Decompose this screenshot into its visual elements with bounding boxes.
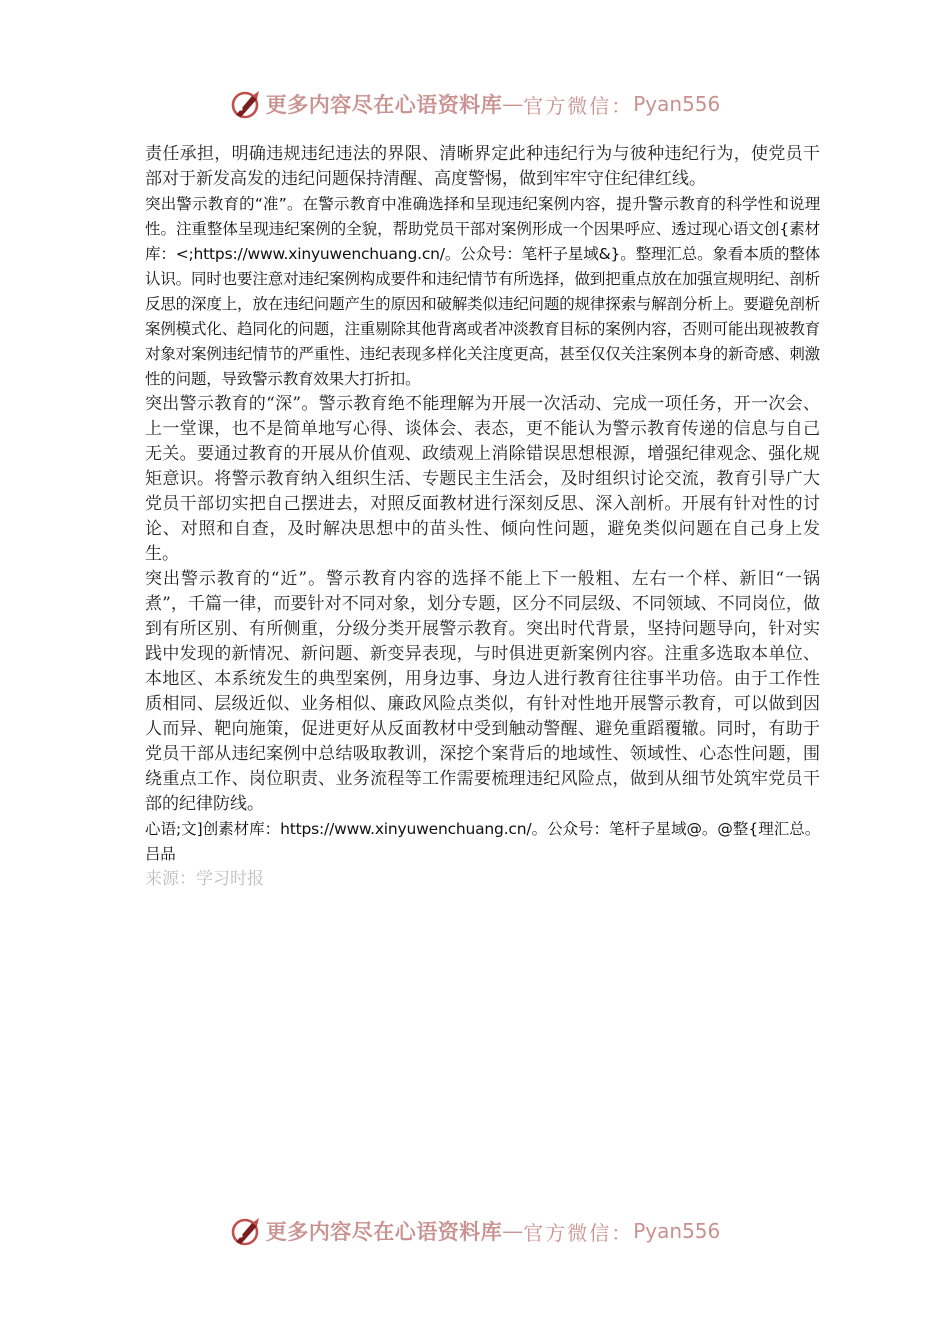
paragraph-5: 心语;文]创素材库：https://www.xinyuwenchuang.cn/。公众号：笔杆子星域@。@整{理汇总。吕品: [145, 820, 820, 863]
paragraph-2: 突出警示教育的“准”。在警示教育中准确选择和呈现违纪案例内容，提升警示教育的科学性和说理性。注重整体呈现违纪案例的全貌，帮助党员干部对案例形成一个因果呼应、透过现心语文创{素材库：<;https://www.xinyuwenchuang.cn/。公众号：笔杆子星域&}。整理汇总。象看本质的整体认识。同时也要注意对违纪案例构成要件和违纪情节有所选择，做到把重点放在加强宣规明纪、剖析反思的深度上，放在违纪问题产生的原因和破解类似违纪问题的规律探索与解剖分析上。要避免剖析案例模式化、趋同化的问题，注重剔除其他背离或者冲淡教育目标的案例内容，否则可能出现被教育对象对案例违纪情节的严重性、违纪表现多样化关注度更高，甚至仅仅关注案例本身的新奇感、刺激性的问题，导致警示教育效果大打折扣。: [145, 195, 820, 388]
banner-official-label: 官方微信：: [523, 93, 634, 118]
footer-banner: [0, 1211, 950, 1251]
banner-separator: —: [502, 92, 524, 116]
banner-title: 更多内容尽在心语资料库: [265, 1219, 503, 1244]
paragraph-1: 责任承担，明确违规违纪违法的界限、清晰界定此种违纪行为与彼种违纪行为，使党员干部对于新发高发的违纪问题保持清醒、高度警惕，做到牢牢守住纪律红线。: [145, 144, 820, 189]
paragraph-3: 突出警示教育的“深”。警示教育绝不能理解为开展一次活动、完成一项任务，开一次会、上一堂课，也不是简单地写心得、谈体会、表态，更不能认为警示教育传递的信息与自己无关。要通过教育的开展从价值观、政绩观上消除错误思想根源，增强纪律观念、强化规矩意识。将警示教育纳入组织生活、专题民主生活会，及时组织讨论交流，教育引导广大党员干部切实把自己摆进去，对照反面教材进行深刻反思、深入剖析。开展有针对性的讨论、对照和自查，及时解决思想中的苗头性、倾向性问题，避免类似问题在自己身上发生。: [145, 394, 820, 564]
pen-logo-icon: [230, 1215, 262, 1247]
header-banner: [0, 84, 950, 124]
banner-separator: —: [502, 1219, 524, 1243]
source-line: 来源：学习时报: [145, 869, 264, 889]
paragraph-4: 突出警示教育的“近”。警示教育内容的选择不能上下一般粗、左右一个样、新旧“一锅煮”，千篇一律，而要针对不同对象，划分专题，区分不同层级、不同领域、不同岗位，做到有所区别、有所侧重，分级分类开展警示教育。突出时代背景，坚持问题导向，针对实践中发现的新情况、新问题、新变异表现，与时俱进更新案例内容。注重多选取本单位、本地区、本系统发生的典型案例，用身边事、身边人进行教育往往事半功倍。由于工作性质相同、层级近似、业务相似、廉政风险点类似，有针对性地开展警示教育，可以做到因人而异、靶向施策，促进更好从反面教材中受到触动警醒、避免重蹈覆辙。同时，有助于党员干部从违纪案例中总结吸取教训，深挖个案背后的地域性、领域性、心态性问题，围绕重点工作、岗位职责、业务流程等工作需要梳理违纪风险点，做到从细节处筑牢党员干部的纪律防线。: [145, 569, 820, 814]
document-body: [145, 142, 820, 892]
banner-wechat-id: Pyan556: [633, 1219, 721, 1243]
banner-official-label: 官方微信：: [523, 1220, 634, 1245]
banner-title: 更多内容尽在心语资料库: [265, 92, 503, 117]
banner-wechat-id: Pyan556: [633, 92, 721, 116]
pen-logo-icon: [230, 88, 262, 120]
